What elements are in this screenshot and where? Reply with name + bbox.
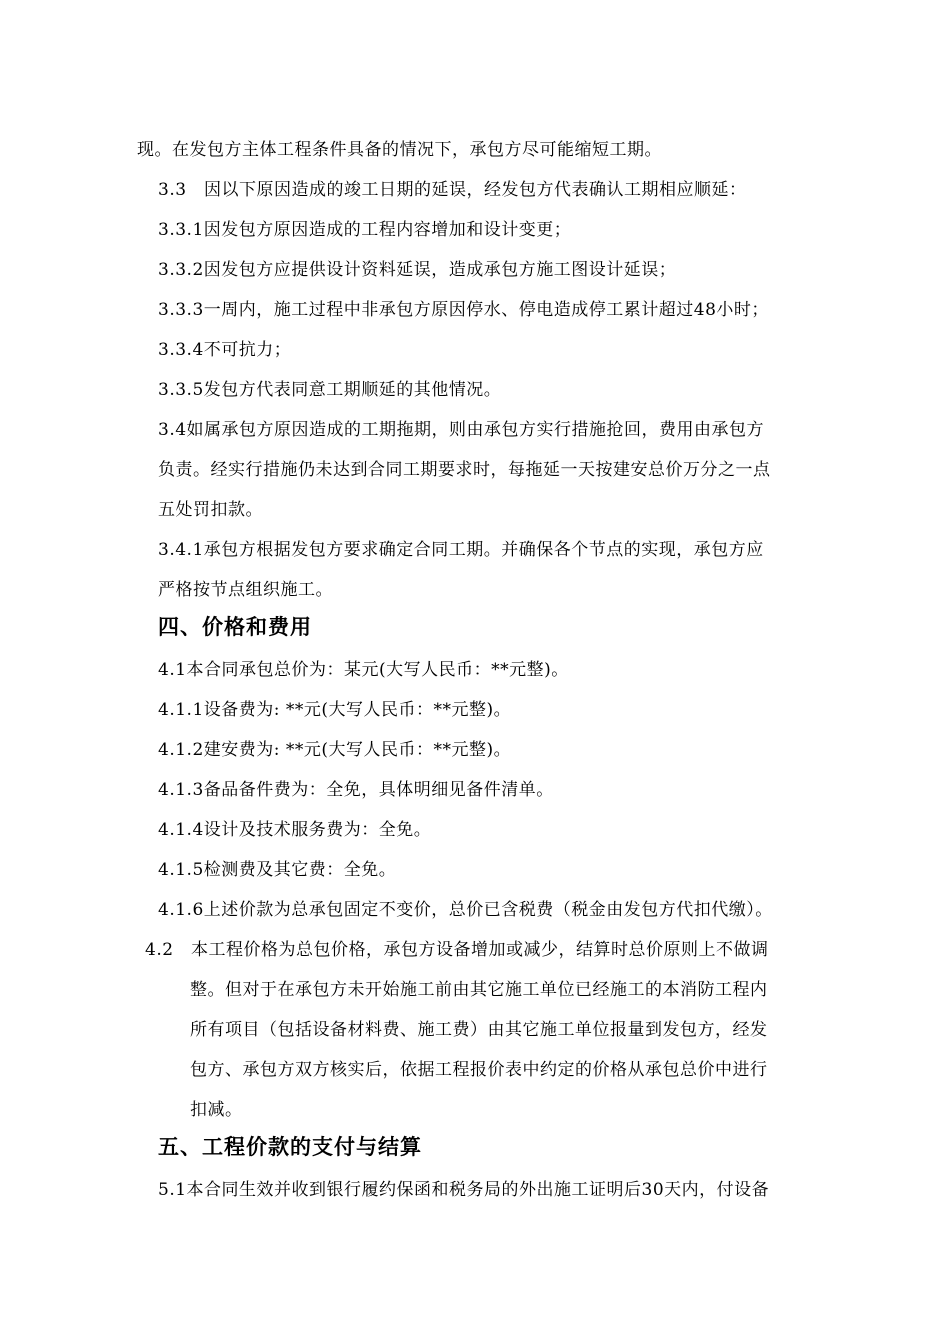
text-line: 4.1.4设计及技术服务费为：全免。 bbox=[158, 820, 432, 840]
text-line: 3.4如属承包方原因造成的工期拖期，则由承包方实行措施抢回，费用由承包方 bbox=[158, 420, 765, 440]
text-line: 3.3.2因发包方应提供设计资料延误，造成承包方施工图设计延误； bbox=[158, 260, 677, 280]
text-line: 4.1.3备品备件费为：全免，具体明细见备件清单。 bbox=[158, 780, 554, 800]
text-line: 3.3.3一周内，施工过程中非承包方原因停水、停电造成停工累计超过48小时； bbox=[158, 300, 769, 320]
text-line: 3.4.1承包方根据发包方要求确定合同工期。并确保各个节点的实现，承包方应 bbox=[158, 540, 764, 560]
text-line: 4.1.2建安费为: **元(大写人民币：**元整)。 bbox=[158, 740, 512, 760]
text-line: 包方、承包方双方核实后，依据工程报价表中约定的价格从承包总价中进行 bbox=[190, 1060, 768, 1080]
text-line: 扣减。 bbox=[190, 1100, 243, 1120]
text-line: 4.2 本工程价格为总包价格，承包方设备增加或减少，结算时总价原则上不做调 bbox=[145, 940, 769, 960]
text-line: 所有项目（包括设备材料费、施工费）由其它施工单位报量到发包方，经发 bbox=[190, 1020, 768, 1040]
text-line: 负责。经实行措施仍未达到合同工期要求时，每拖延一天按建安总价万分之一点 bbox=[158, 460, 771, 480]
text-line: 整。但对于在承包方未开始施工前由其它施工单位已经施工的本消防工程内 bbox=[190, 980, 768, 1000]
text-line: 4.1.1设备费为: **元(大写人民币：**元整)。 bbox=[158, 700, 512, 720]
text-line: 4.1本合同承包总价为：某元(大写人民币：**元整)。 bbox=[158, 660, 569, 680]
text-line: 4.1.5检测费及其它费：全免。 bbox=[158, 860, 397, 880]
text-line: 现。在发包方主体工程条件具备的情况下，承包方尽可能缩短工期。 bbox=[137, 140, 662, 160]
text-line: 3.3.4不可抗力； bbox=[158, 340, 292, 360]
section-heading: 四、价格和费用 bbox=[158, 615, 312, 639]
text-line: 3.3.5发包方代表同意工期顺延的其他情况。 bbox=[158, 380, 502, 400]
text-line: 严格按节点组织施工。 bbox=[158, 580, 333, 600]
text-line: 3.3.1因发包方原因造成的工程内容增加和设计变更； bbox=[158, 220, 572, 240]
text-line: 3.3 因以下原因造成的竣工日期的延误，经发包方代表确认工期相应顺延： bbox=[158, 180, 747, 200]
text-line: 5.1本合同生效并收到银行履约保函和税务局的外出施工证明后30天内，付设备 bbox=[158, 1180, 770, 1200]
text-line: 4.1.6上述价款为总承包固定不变价，总价已含税费（税金由发包方代扣代缴）。 bbox=[158, 900, 773, 920]
section-heading: 五、工程价款的支付与结算 bbox=[158, 1135, 422, 1159]
text-line: 五处罚扣款。 bbox=[158, 500, 263, 520]
